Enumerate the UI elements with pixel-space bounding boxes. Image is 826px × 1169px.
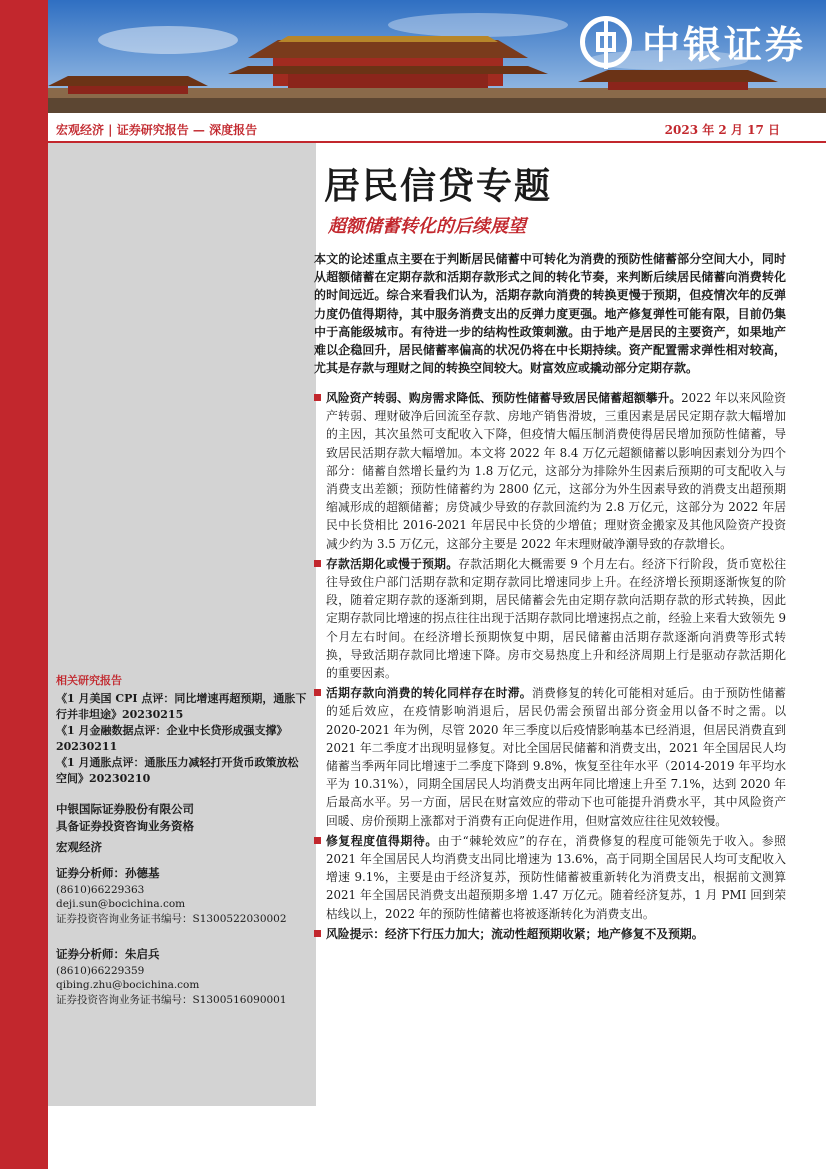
related-report-item[interactable]: 《1 月通胀点评：通胀压力减轻打开货币政策放松空间》20230210 (56, 756, 299, 785)
risk-warning (314, 925, 786, 943)
analyst-license: 证券投资咨询业务证书编号：S1300522030002 (56, 912, 287, 925)
analyst-email[interactable]: qibing.zhu@bocichina.com (56, 979, 200, 991)
related-report-item[interactable]: 《1 月美国 CPI 点评：同比增速再超预期，通胀下行并非坦途》20230215 (56, 692, 307, 721)
related-report-item[interactable]: 《1 月金融数据点评：企业中长贷形成强支撑》20230211 (56, 724, 288, 753)
bullet-square-icon (314, 560, 321, 567)
analyst-name: 证券分析师：朱启兵 (56, 947, 160, 961)
company-qualification: 具备证券投资咨询业务资格 (56, 819, 194, 833)
key-point-lead: 活期存款向消费的转化同样存在时滞。 (326, 686, 532, 701)
report-subtitle: 超额储蓄转化的后续展望 (328, 216, 526, 237)
bullet-square-icon (314, 930, 321, 937)
analyst-card (56, 866, 308, 926)
key-point (314, 684, 786, 830)
analyst-card (56, 947, 308, 1007)
analyst-phone: (8610)66229363 (56, 883, 145, 896)
risk-warning-text: 风险提示：经济下行压力加大；流动性超预期收紧；地产修复不及预期。 (326, 926, 704, 941)
key-point (314, 555, 786, 682)
key-point-lead: 风险资产转弱、购房需求降低、预防性储蓄导致居民储蓄超额攀升。 (326, 391, 682, 405)
key-point-lead: 修复程度值得期待。 (326, 833, 438, 848)
report-header (48, 113, 826, 143)
company-info (56, 801, 308, 835)
analyst-license: 证券投资咨询业务证书编号：S1300516090001 (56, 993, 287, 1006)
analyst-phone: (8610)66229359 (56, 964, 145, 977)
boci-logo-icon (580, 16, 632, 68)
left-brand-rule (0, 0, 48, 1169)
key-point (314, 389, 786, 553)
report-title: 居民信贷专题 (324, 165, 553, 207)
bullet-square-icon (314, 837, 321, 844)
left-sidebar (48, 143, 316, 1106)
key-point-text: 由于“棘轮效应”的存在，消费修复的程度可能领先于收入。参照 2021 年全国居民人均消费支出同比增速为 13.6%，高于同期全国居民人均可支配收入增速 9.1%，主要是由于经济复苏，预防性储蓄被重新转化为消费支出，根据前文测算 2021 年全国居民消费支出超预期多增 1.47 万亿元。随着经济复苏，1 月 PMI 回到荣枯线以上，2022 年的预防性储蓄也将被逐渐转化为消费支出。 (326, 833, 786, 921)
key-point (314, 832, 786, 923)
analyst-name: 证券分析师：孙德基 (56, 866, 160, 880)
report-date: 2023 年 2 月 17 日 (664, 123, 780, 137)
company-name: 中银国际证券股份有限公司 (56, 802, 194, 816)
analyst-email[interactable]: deji.sun@bocichina.com (56, 898, 186, 910)
key-point-text: 消费修复的转化可能相对延后。由于预防性储蓄的延后效应，在疫情影响消退后，居民仍需会预留出部分资金用以备不时之需。以 2020-2021 年为例，尽管 2020 年三季度以后疫情影响基本已经消退，但居民消费直到 2021 年二季度才出现明显修复。对比全国居民储蓄和消费支出，2021 年全国居民人均储蓄当季两年同比增速于二季度下降到 9.8%，恢复至往年水平（2014-2019 年平均水平为 10.31%），同期全国居民人均消费支出两年同比增速上升至 7.1%，达到 2020 年后最高水平。另一方面，居民在财富效应的带动下也可能提升消费水平，其中风险资产回暖、房价预期上涨都对于消费有正向促进作用，但财富效应往往见效较慢。 (326, 686, 786, 828)
brand-logo (580, 14, 806, 69)
sector-label: 宏观经济 (56, 840, 102, 854)
cover-banner (48, 0, 826, 113)
brand-logo-text: 中银证券 (641, 23, 806, 67)
report-category: 宏观经济 | 证券研究报告 — 深度报告 (56, 123, 258, 137)
bullet-square-icon (314, 689, 321, 696)
related-reports-title: 相关研究报告 (56, 674, 122, 687)
report-abstract: 本文的论述重点主要在于判断居民储蓄中可转化为消费的预防性储蓄部分空间大小，同时从超额储蓄在定期存款和活期存款形式之间的转化节奏，来判断后续居民储蓄向消费转化的时间远近。综合来看我们认为，活期存款向消费的转换更慢于预期，但疫情次年的反弹力度仍值得期待，其中服务消费支出的反弹力度更强。地产修复弹性可能有限，目前仍集中于高能级城市。有待进一步的结构性政策刺激。由于地产是居民的主要资产，如果地产难以企稳回升，居民储蓄率偏高的状况仍将在中长期持续。资产配置需求弹性相对较高，尤其是存款与理财之间的转换空间较大。财富效应或撬动部分定期存款。 (314, 252, 786, 376)
key-point-lead: 存款活期化或慢于预期。 (326, 556, 459, 571)
bullet-square-icon (314, 394, 321, 401)
key-point-text: 存款活期化大概需要 9 个月左右。经济下行阶段，货币宽松往往导致住户部门活期存款和定期存款同比增速同步上升。在经济增长预期逐渐恢复的阶段，随着定期存款的逐渐到期，居民储蓄会先由定期存款向活期存款的形式转换，因此定期存款同比增速的拐点往往出现于活期存款同比增速拐点之前，经验上来看大致领先 9 个月左右时间。在经济增长预期恢复中期，居民储蓄由活期存款逐渐向消费等形式转换，导致活期存款同比增速下降。房市交易热度上升和经济周期上行是驱动存款活期化的重要因素。 (326, 556, 786, 681)
key-point-text: 2022 年以来风险资产转弱、理财破净后回流至存款、房地产销售滑坡，三重因素是居民定期存款大幅增加的主因，其次虽然可支配收入下降，但疫情大幅压制消费使得居民增加预防性储蓄，导致居民活期存款大幅增加。本文将 2022 年 8.4 万亿元超额储蓄以影响因素划分为四个部分：储蓄自然增长量约为 1.8 万亿元，这部分为排除外生因素后预期的可支配收入与消费支出差额；预防性储蓄约为 2800 亿元，这部分为外生因素导致的消费支出超预期缩减形成的超额储蓄；房贷减少导致的存款回流约为 2.8 万亿元，这部分为 2022 年居民中长贷相比 2016-2021 年居民中长贷的少增值；理财资金搬家及其他风险资产投资减少约为 3.5 万亿元，这部分主要是 2022 年末理财破净潮导致的存款增长。 (326, 391, 786, 551)
related-reports (56, 673, 308, 787)
key-points (314, 389, 786, 945)
